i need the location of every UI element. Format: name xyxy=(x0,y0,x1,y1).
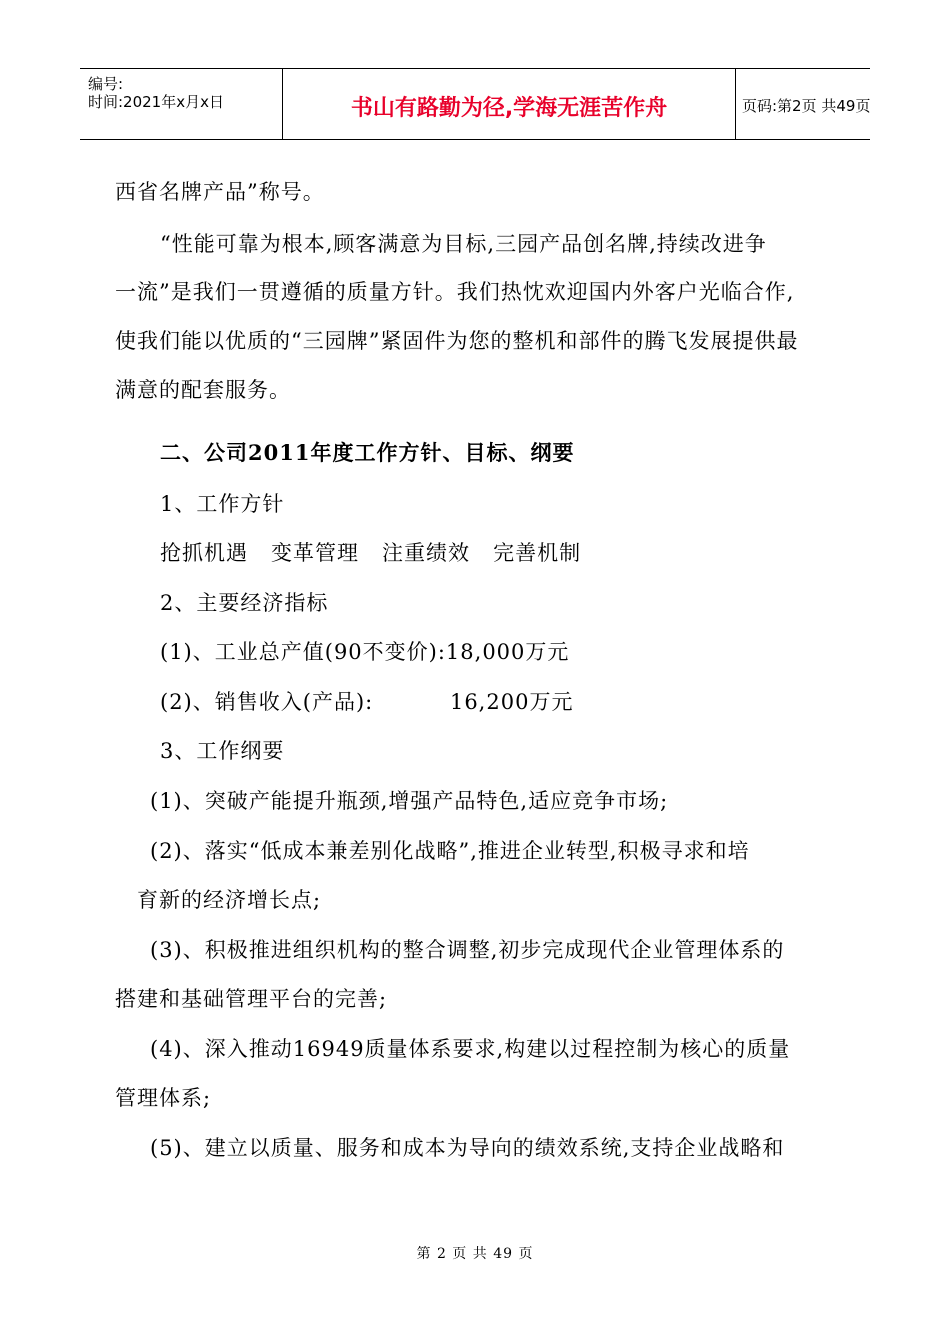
body-line: 西省名牌产品”称号。 xyxy=(115,180,325,204)
body-line: (2)、落实“低成本兼差别化战略”,推进企业转型,积极寻求和培 xyxy=(150,839,750,863)
body-line: 满意的配套服务。 xyxy=(115,378,291,402)
body-line: 1、工作方针 xyxy=(160,492,285,516)
header-meta xyxy=(80,69,282,139)
body-line: (5)、建立以质量、服务和成本为导向的绩效系统,支持企业战略和 xyxy=(150,1136,785,1160)
body-line: 抢抓机遇 变革管理 注重绩效 完善机制 xyxy=(160,541,582,565)
body-line: (2)、销售收入(产品): 16,200万元 xyxy=(160,690,574,714)
header-page-info: 页码:第2页 共49页 xyxy=(742,97,871,115)
body-line: 一流”是我们一贯遵循的质量方针。我们热忱欢迎国内外客户光临合作, xyxy=(115,280,795,304)
body-line: (1)、工业总产值(90不变价):18,000万元 xyxy=(160,640,570,664)
body-line: (1)、突破产能提升瓶颈,增强产品特色,适应竞争市场; xyxy=(150,789,669,813)
header-page-cell xyxy=(736,69,870,139)
time-label: 时间:2021年x月x日 xyxy=(88,93,224,111)
page-footer: 第 2 页 共 49 页 xyxy=(416,1246,534,1262)
body-line: 育新的经济增长点; xyxy=(137,888,322,912)
body-line: 3、工作纲要 xyxy=(160,739,285,763)
body-line: 2、主要经济指标 xyxy=(160,591,329,615)
body-line: (3)、积极推进组织机构的整合调整,初步完成现代企业管理体系的 xyxy=(150,938,785,962)
code-label: 编号: xyxy=(88,75,124,93)
header-motto: 书山有路勤为径,学海无涯苦作舟 xyxy=(350,96,668,121)
body-line: 使我们能以优质的“三园牌”紧固件为您的整机和部件的腾飞发展提供最 xyxy=(115,329,799,353)
header-motto-cell xyxy=(282,69,736,139)
page-header xyxy=(80,68,870,140)
body-line: 管理体系; xyxy=(115,1086,212,1110)
body-line: 搭建和基础管理平台的完善; xyxy=(115,987,388,1011)
body-line: (4)、深入推动16949质量体系要求,构建以过程控制为核心的质量 xyxy=(150,1037,791,1061)
section-heading: 二、公司2011年度工作方针、目标、纲要 xyxy=(160,440,575,465)
body-line: “性能可靠为根本,顾客满意为目标,三园产品创名牌,持续改进争 xyxy=(160,232,767,256)
